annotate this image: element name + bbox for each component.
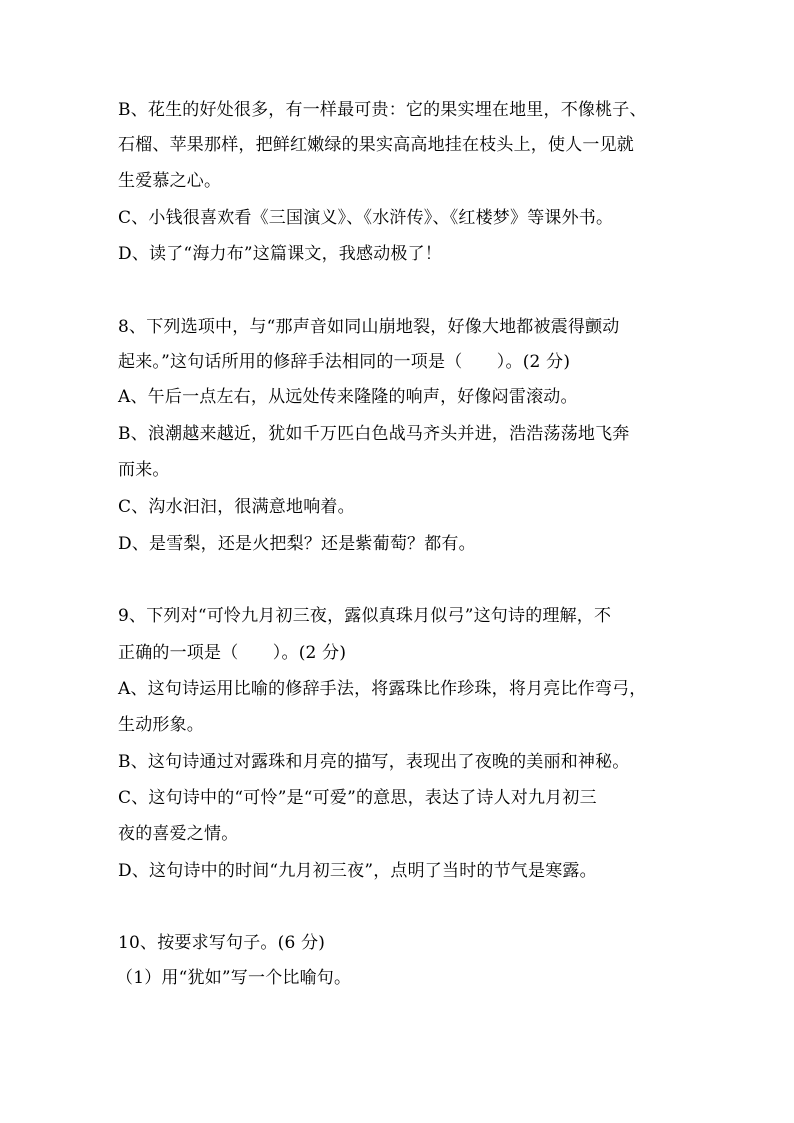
q9-stem-line-1: 9、下列对“可怜九月初三夜，露似真珠月似弓”这句诗的理解，不 <box>118 606 612 626</box>
q7-option-b-line-3: 生爱慕之心。 <box>118 171 222 191</box>
q7-option-b-line-2: 石榴、苹果那样，把鲜红嫩绿的果实高高地挂在枝头上，使人一见就 <box>118 135 634 155</box>
q9-option-c-line-2: 夜的喜爱之情。 <box>118 824 239 844</box>
q9-option-d: D、这句诗中的时间“九月初三夜”，点明了当时的节气是寒露。 <box>118 861 597 881</box>
q8-stem-line-2: 起来。”这句话所用的修辞手法相同的一项是（ ）。(2 分) <box>118 352 571 372</box>
q7-option-c: C、小钱很喜欢看《三国演义》、《水浒传》、《红楼梦》等课外书。 <box>118 208 614 228</box>
q9-option-a-line-2: 生动形象。 <box>118 715 204 735</box>
q8-option-b-line-1: B、浪潮越来越近，犹如千万匹白色战马齐头并进，浩浩荡荡地飞奔 <box>118 424 630 444</box>
q8-option-c: C、沟水汩汩，很满意地响着。 <box>118 497 355 517</box>
q7-option-b-line-1: B、花生的好处很多，有一样最可贵：它的果实埋在地里，不像桃子、 <box>118 100 647 120</box>
q7-option-d: D、读了“海力布”这篇课文，我感动极了！ <box>118 244 443 264</box>
q10-sub-1: （1）用“犹如”写一个比喻句。 <box>116 968 352 988</box>
q9-option-c-line-1: C、这句诗中的“可怜”是“可爱”的意思，表达了诗人对九月初三 <box>118 788 597 808</box>
q8-option-d: D、是雪梨，还是火把梨？还是紫葡萄？都有。 <box>118 534 476 554</box>
q8-option-b-line-2: 而来。 <box>118 460 170 480</box>
q9-stem-line-2: 正确的一项是（ ）。(2 分) <box>118 643 347 663</box>
q9-option-a-line-1: A、这句诗运用比喻的修辞手法，将露珠比作珍珠，将月亮比作弯弓， <box>118 679 647 699</box>
q8-stem-line-1: 8、下列选项中，与“那声音如同山崩地裂，好像大地都被震得颤动 <box>118 317 620 337</box>
q8-option-a: A、午后一点左右，从远处传来隆隆的响声，好像闷雷滚动。 <box>118 387 578 407</box>
q9-option-b: B、这句诗通过对露珠和月亮的描写，表现出了夜晚的美丽和神秘。 <box>118 752 630 772</box>
q10-stem: 10、按要求写句子。(6 分) <box>118 933 326 953</box>
